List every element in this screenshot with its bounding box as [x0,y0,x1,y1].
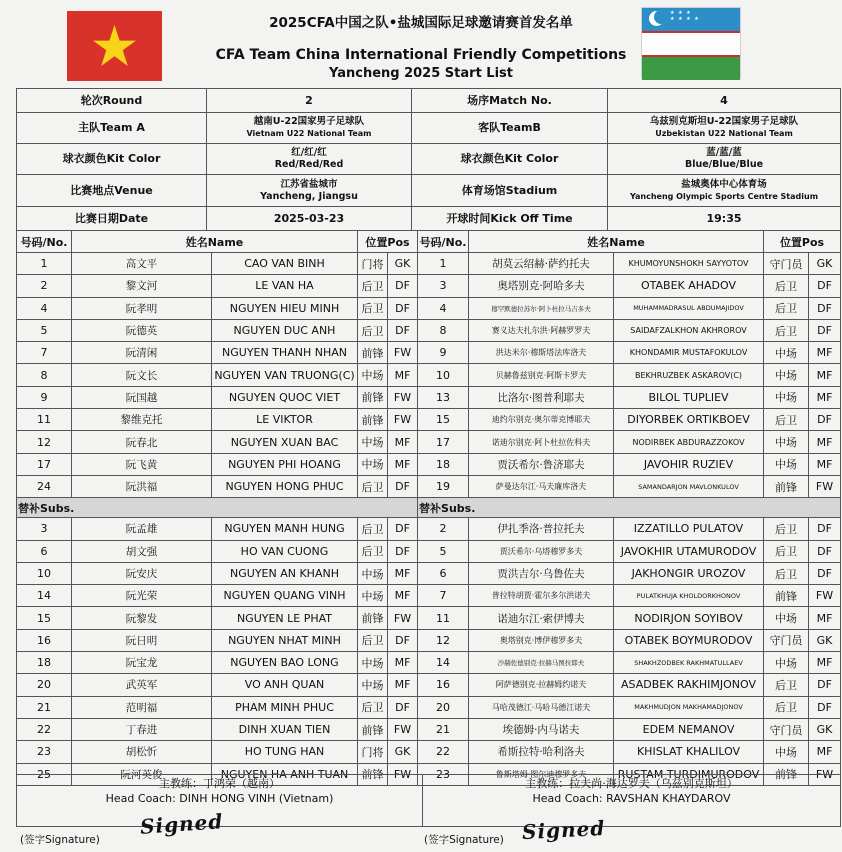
player-row [17,409,841,431]
team-b-player-name-cn: 诺迪尔江·索伊博夫 [469,607,614,629]
kit-a-value: 红/红/红 Red/Red/Red [207,144,412,175]
match-info-table [16,88,841,231]
player-row [17,674,841,696]
team-a-player-name-en: LE VIKTOR [212,409,358,431]
title-cn: 2025CFA中国之队•盐城国际足球邀请赛首发名单 [269,15,573,31]
team-a-player-number: 8 [17,364,72,386]
coach-b [423,775,841,827]
team-b-player-name-en: EDEM NEMANOV [614,718,764,740]
team-a-player-pos-cn: 前锋 [358,607,388,629]
team-a-player-pos: DF [388,275,418,297]
team-b-subs-label: 替补Subs. [418,498,841,518]
team-a-player-pos-cn: 前锋 [358,342,388,364]
kit-b-label: 球衣颜色Kit Color [412,144,608,175]
player-row [17,475,841,497]
team-a-player-pos: MF [388,585,418,607]
team-b-player-number: 20 [418,696,469,718]
team-b-player-name-en: SAMANDARJON MAVLONKULOV [614,475,764,497]
team-a-player-number: 6 [17,540,72,562]
team-a-player-name-cn: 黎维克托 [72,409,212,431]
team-b-player-pos-cn: 后卫 [764,518,809,540]
team-b-player-name-en: KHUMOYUNSHOKH SAYYOTOV [614,253,764,275]
team-b-player-name-cn: 埃德姆·内马诺夫 [469,718,614,740]
team-a-player-pos-cn: 后卫 [358,629,388,651]
team-b-player-number: 2 [418,518,469,540]
team-a-player-pos: GK [388,741,418,763]
team-a-player-name-en: DINH XUAN TIEN [212,718,358,740]
team-a-player-name-cn: 阮洪福 [72,475,212,497]
coach-b-en: Head Coach: RAVSHAN KHAYDAROV [532,792,731,805]
team-a-player-number: 22 [17,718,72,740]
player-row [17,518,841,540]
team-b-player-name-cn: 马哈茂德江·马哈马德江诺夫 [469,696,614,718]
team-b-player-pos-cn: 守门员 [764,629,809,651]
kit-b-value: 蓝/蓝/蓝 Blue/Blue/Blue [608,144,841,175]
player-row [17,319,841,341]
team-a-player-pos: DF [388,629,418,651]
coach-a-en: Head Coach: DINH HONG VINH (Vietnam) [105,792,334,805]
team-a-player-pos-cn: 后卫 [358,275,388,297]
team-b-player-pos-cn: 守门员 [764,718,809,740]
team-b-player-name-cn: 奥塔别克·阿哈多夫 [469,275,614,297]
team-b-player-name-en: SAIDAFZALKHON AKHROROV [614,319,764,341]
team-b-player-number: 11 [418,607,469,629]
team-a-player-pos-cn: 中场 [358,453,388,475]
player-row [17,562,841,584]
stadium-value: 盐城奥体中心体育场 Yancheng Olympic Sports Centre Stadium [608,175,841,207]
team-b-player-pos: DF [809,696,841,718]
team-b-player-number: 18 [418,453,469,475]
team-a-player-number: 2 [17,275,72,297]
team-a-player-number: 25 [17,763,72,785]
team-b-player-pos-cn: 后卫 [764,319,809,341]
match-no-label: 场序Match No. [412,89,608,113]
team-b-player-name-en: MAKHMUDJON MAKHAMADJONOV [614,696,764,718]
team-b-player-number: 17 [418,431,469,453]
team-a-player-pos-cn: 后卫 [358,475,388,497]
team-b-player-name-en: JAVOHIR RUZIEV [614,453,764,475]
team-b-player-pos-cn: 后卫 [764,409,809,431]
subtitle-en: Yancheng 2025 Start List [328,66,513,81]
team-b-player-pos-cn: 中场 [764,741,809,763]
team-a-player-name-cn: 阮孝明 [72,297,212,319]
team-a-player-name-en: LE VAN HA [212,275,358,297]
team-a-player-number: 21 [17,696,72,718]
team-b-player-pos: DF [809,674,841,696]
kickoff-value: 19:35 [608,207,841,231]
team-b-player-pos-cn: 中场 [764,386,809,408]
coach-b-cn: 主教练：拉夫尚·海达罗夫（乌兹别克斯坦） [525,777,738,790]
date-label: 比赛日期Date [17,207,207,231]
team-a-player-name-en: NGUYEN PHI HOANG [212,453,358,475]
team-b-player-name-en: JAVOKHIR UTAMURODOV [614,540,764,562]
team-b-player-pos: MF [809,453,841,475]
team-b-player-pos-cn: 中场 [764,607,809,629]
team-a-player-name-en: NGUYEN MANH HUNG [212,518,358,540]
team-b-player-pos: DF [809,518,841,540]
team-b-player-name-en: JAKHONGIR UROZOV [614,562,764,584]
team-a-player-number: 15 [17,607,72,629]
team-b-player-name-en: ASADBEK RAKHIMJONOV [614,674,764,696]
team-a-player-name-en: NGUYEN HONG PHUC [212,475,358,497]
team-b-player-name-cn: 萨曼达尔江·马夫廉库洛夫 [469,475,614,497]
team-b-player-pos: FW [809,585,841,607]
team-b-player-number: 16 [418,674,469,696]
team-b-player-name-cn: 赛义达夫扎尔洪·阿赫罗罗夫 [469,319,614,341]
team-a-player-name-cn: 阮光荣 [72,585,212,607]
team-b-player-pos-cn: 守门员 [764,253,809,275]
team-b-player-pos-cn: 后卫 [764,696,809,718]
team-b-player-name-en: RUSTAM TURDIMURODOV [614,763,764,785]
team-b-player-name-en: KHONDAMIR MUSTAFOKULOV [614,342,764,364]
team-a-player-pos-cn: 后卫 [358,319,388,341]
stadium-label: 体育场馆Stadium [412,175,608,207]
header [0,0,842,88]
team-a-player-number: 5 [17,319,72,341]
team-a-player-number: 11 [17,409,72,431]
team-b-player-number: 19 [418,475,469,497]
team-a-player-pos-cn: 前锋 [358,763,388,785]
team-a-player-name-en: HO TUNG HAN [212,741,358,763]
player-row [17,386,841,408]
team-a-player-number: 17 [17,453,72,475]
team-a-player-pos-cn: 中场 [358,652,388,674]
team-b-player-name-en: MUHAMMADRASUL ABDUMAJIDOV [614,297,764,319]
team-a-player-pos: MF [388,453,418,475]
team-a-player-name-cn: 阮河英俊 [72,763,212,785]
team-a-player-pos-cn: 前锋 [358,409,388,431]
team-a-player-number: 24 [17,475,72,497]
team-a-player-pos-cn: 门将 [358,741,388,763]
team-b-player-number: 9 [418,342,469,364]
team-a-player-name-cn: 阮国越 [72,386,212,408]
team-b-player-pos: GK [809,718,841,740]
team-a-player-name-cn: 高文平 [72,253,212,275]
team-b-player-name-cn: 贝赫鲁兹别克·阿斯卡罗夫 [469,364,614,386]
coach-a-cn: 主教练：丁鸿荣（越南） [159,777,280,790]
team-b-player-pos: DF [809,409,841,431]
team-a-player-name-cn: 阮安庆 [72,562,212,584]
team-b-player-number: 1 [418,253,469,275]
team-a-player-pos-cn: 中场 [358,431,388,453]
team-b-player-pos: MF [809,652,841,674]
roster-table [16,230,841,786]
team-b-player-name-cn: 鲁斯塔姆·图尔迪穆罗多夫 [469,763,614,785]
team-b-player-name-cn: 伊扎季洛·普拉托夫 [469,518,614,540]
team-b-player-number: 3 [418,275,469,297]
team-a-player-pos: MF [388,674,418,696]
team-a-player-pos-cn: 后卫 [358,696,388,718]
team-b-player-name-en: SHAKHZODBEK RAKHMATULLAEV [614,652,764,674]
team-b-player-pos: DF [809,540,841,562]
team-b-player-pos: DF [809,297,841,319]
team-b-player-number: 21 [418,718,469,740]
team-b-player-pos: FW [809,763,841,785]
team-b-player-name-en: BEKHRUZBEK ASKAROV(C) [614,364,764,386]
team-a-player-pos: FW [388,342,418,364]
team-a-player-pos-cn: 中场 [358,674,388,696]
team-a-player-name-cn: 阮黎发 [72,607,212,629]
team-a-subs-label: 替补Subs. [17,498,418,518]
team-a-player-name-en: NGUYEN DUC ANH [212,319,358,341]
team-a-player-pos: FW [388,409,418,431]
pos-header: 位置Pos [764,231,841,253]
player-row [17,585,841,607]
team-a-player-name-en: NGUYEN BAO LONG [212,652,358,674]
team-a-player-pos: DF [388,696,418,718]
team-a-player-name-cn: 阮孟雄 [72,518,212,540]
team-b-player-name-cn: 穆罕默德拉苏尔·阿卜杜拉马吉多夫 [469,297,614,319]
team-a-player-pos: FW [388,386,418,408]
player-row [17,696,841,718]
team-a-player-name-cn: 阮春北 [72,431,212,453]
team-b-player-pos-cn: 后卫 [764,562,809,584]
team-b-player-pos: MF [809,386,841,408]
venue-value: 江苏省盐城市 Yancheng, Jiangsu [207,175,412,207]
team-b-player-pos-cn: 中场 [764,364,809,386]
no-header: 号码/No. [418,231,469,253]
team-a-player-name-cn: 丁春进 [72,718,212,740]
player-row [17,607,841,629]
team-a-player-pos: MF [388,364,418,386]
team-b-player-name-cn: 贾洪吉尔·乌鲁佐夫 [469,562,614,584]
no-header: 号码/No. [17,231,72,253]
team-b-player-name-en: BILOL TUPLIEV [614,386,764,408]
team-a-player-number: 7 [17,342,72,364]
player-row [17,652,841,674]
team-b-player-pos: MF [809,364,841,386]
team-a-player-pos: MF [388,562,418,584]
match-no-value: 4 [608,89,841,113]
team-b-player-pos: MF [809,431,841,453]
team-b-player-pos-cn: 中场 [764,342,809,364]
team-b-name: 乌兹别克斯坦U-22国家男子足球队 Uzbekistan U22 National Team [608,113,841,144]
team-a-player-pos: DF [388,297,418,319]
team-b-player-pos-cn: 前锋 [764,763,809,785]
team-b-player-name-cn: 贾沃希尔·乌塔穆罗多夫 [469,540,614,562]
team-a-player-pos: DF [388,319,418,341]
team-a-player-pos: DF [388,540,418,562]
team-b-player-name-en: OTABEK AHADOV [614,275,764,297]
kickoff-label: 开球时间Kick Off Time [412,207,608,231]
team-a-player-number: 3 [17,518,72,540]
team-b-player-name-cn: 迪约尔别克·奥尔蒂克博耶夫 [469,409,614,431]
team-b-player-pos: DF [809,319,841,341]
player-row [17,540,841,562]
team-a-player-name-en: NGUYEN QUANG VINH [212,585,358,607]
team-a-player-name-cn: 阮日明 [72,629,212,651]
team-a-player-pos: FW [388,718,418,740]
team-b-player-name-en: OTABEK BOYMURODOV [614,629,764,651]
team-b-player-name-en: PULATKHUJA KHOLDORKHONOV [614,585,764,607]
team-a-player-name-en: NGUYEN QUOC VIET [212,386,358,408]
player-row [17,741,841,763]
team-b-player-name-cn: 比洛尔·图普利耶夫 [469,386,614,408]
team-a-player-pos-cn: 后卫 [358,297,388,319]
player-row [17,253,841,275]
team-a-player-name-cn: 阮宝龙 [72,652,212,674]
player-row [17,297,841,319]
team-b-player-name-cn: 沙赫佐德别克·拉赫马图拉耶夫 [469,652,614,674]
team-b-player-pos: GK [809,629,841,651]
team-b-player-pos: MF [809,342,841,364]
name-header: 姓名Name [72,231,358,253]
player-row [17,275,841,297]
team-a-player-name-cn: 阮文长 [72,364,212,386]
team-b-player-number: 6 [418,562,469,584]
date-value: 2025-03-23 [207,207,412,231]
team-a-player-pos: MF [388,431,418,453]
player-row [17,342,841,364]
team-b-player-pos-cn: 后卫 [764,540,809,562]
team-b-player-pos-cn: 后卫 [764,674,809,696]
player-row [17,718,841,740]
signature-label-b: (签字Signature) [424,834,504,846]
team-b-player-pos-cn: 前锋 [764,475,809,497]
team-b-player-number: 5 [418,540,469,562]
team-b-player-pos: GK [809,253,841,275]
team-a-player-number: 18 [17,652,72,674]
team-b-player-name-cn: 普拉特胡贾·霍尔多尔洪诺夫 [469,585,614,607]
team-b-player-number: 8 [418,319,469,341]
team-b-player-name-en: DIYORBEK ORTIKBOEV [614,409,764,431]
team-a-player-number: 1 [17,253,72,275]
team-b-player-pos-cn: 中场 [764,652,809,674]
team-b-player-number: 7 [418,585,469,607]
team-a-player-name-cn: 阮清闲 [72,342,212,364]
team-a-player-name-cn: 胡文强 [72,540,212,562]
team-b-player-name-en: NODIRJON SOYIBOV [614,607,764,629]
team-a-player-name-cn: 阮飞黄 [72,453,212,475]
team-b-player-number: 23 [418,763,469,785]
team-a-player-pos-cn: 前锋 [358,718,388,740]
team-b-player-pos: MF [809,741,841,763]
team-b-label: 客队TeamB [412,113,608,144]
team-b-player-number: 12 [418,629,469,651]
player-row [17,629,841,651]
team-a-player-pos: FW [388,607,418,629]
team-b-player-number: 22 [418,741,469,763]
title-en: CFA Team China International Friendly Competitions [215,47,627,63]
team-a-player-pos-cn: 前锋 [358,386,388,408]
team-a-player-name-en: PHAM MINH PHUC [212,696,358,718]
team-a-player-pos: FW [388,763,418,785]
team-b-player-number: 10 [418,364,469,386]
signature-label-a: (签字Signature) [20,834,100,846]
team-a-player-pos: DF [388,518,418,540]
team-a-player-name-en: NGUYEN LE PHAT [212,607,358,629]
team-b-player-number: 13 [418,386,469,408]
team-a-player-name-en: NGUYEN NHAT MINH [212,629,358,651]
team-a-player-name-en: NGUYEN XUAN BAC [212,431,358,453]
team-b-player-pos-cn: 中场 [764,431,809,453]
team-b-player-pos-cn: 后卫 [764,275,809,297]
team-a-player-number: 12 [17,431,72,453]
subs-header-row [17,498,841,518]
team-b-player-name-cn: 阿萨德别克·拉赫姆约诺夫 [469,674,614,696]
team-a-player-pos-cn: 中场 [358,562,388,584]
venue-label: 比赛地点Venue [17,175,207,207]
team-a-player-name-en: NGUYEN AN KHANH [212,562,358,584]
team-a-player-number: 16 [17,629,72,651]
team-b-player-pos: MF [809,607,841,629]
team-b-player-pos: DF [809,275,841,297]
team-b-player-number: 14 [418,652,469,674]
team-a-label: 主队Team A [17,113,207,144]
team-b-player-name-cn: 希斯拉特·哈利洛夫 [469,741,614,763]
signature-a: Signed [139,809,225,839]
round-label: 轮次Round [17,89,207,113]
name-header: 姓名Name [469,231,764,253]
team-b-player-name-cn: 贾沃希尔·鲁济耶夫 [469,453,614,475]
team-a-player-name-cn: 阮德英 [72,319,212,341]
team-a-player-number: 4 [17,297,72,319]
team-b-player-name-cn: 诺迪尔别克·阿卜杜拉佐科夫 [469,431,614,453]
team-b-player-name-en: KHISLAT KHALILOV [614,741,764,763]
uzbekistan-flag-icon: ★ ★ ★ ★ ★ ★ ★ [641,7,741,79]
team-a-player-name-cn: 胡松忻 [72,741,212,763]
player-row [17,453,841,475]
kit-a-label: 球衣颜色Kit Color [17,144,207,175]
team-a-player-name-en: CAO VAN BINH [212,253,358,275]
team-b-player-pos-cn: 中场 [764,453,809,475]
team-b-player-pos: DF [809,562,841,584]
team-a-player-name-en: HO VAN CUONG [212,540,358,562]
team-a-player-name-cn: 范明福 [72,696,212,718]
team-a-player-number: 9 [17,386,72,408]
team-a-player-pos-cn: 后卫 [358,540,388,562]
pos-header: 位置Pos [358,231,418,253]
team-a-player-name-en: NGUYEN HA ANH TUAN [212,763,358,785]
team-a-player-pos: GK [388,253,418,275]
team-a-player-number: 20 [17,674,72,696]
team-a-player-name-en: NGUYEN THANH NHAN [212,342,358,364]
team-b-player-name-cn: 奥塔别克·博伊穆罗多夫 [469,629,614,651]
team-a-name: 越南U-22国家男子足球队 Vietnam U22 National Team [207,113,412,144]
roster-header-row [17,231,841,253]
team-b-player-name-en: NODIRBEK ABDURAZZOKOV [614,431,764,453]
team-a-player-name-cn: 武英军 [72,674,212,696]
team-b-player-name-cn: 洪达米尔·穆斯塔法库洛夫 [469,342,614,364]
signature-b: Signed [521,815,606,845]
team-a-player-name-cn: 黎文河 [72,275,212,297]
team-a-player-name-en: VO ANH QUAN [212,674,358,696]
team-a-player-number: 23 [17,741,72,763]
team-a-player-name-en: NGUYEN VAN TRUONG(C) [212,364,358,386]
team-b-player-pos-cn: 后卫 [764,297,809,319]
team-a-player-pos-cn: 中场 [358,364,388,386]
team-a-player-pos-cn: 后卫 [358,518,388,540]
team-a-player-pos: MF [388,652,418,674]
player-row [17,364,841,386]
team-a-player-number: 14 [17,585,72,607]
team-a-player-pos: DF [388,475,418,497]
team-a-player-pos-cn: 中场 [358,585,388,607]
team-b-player-number: 15 [418,409,469,431]
team-b-player-name-cn: 胡莫云绍赫·萨约托夫 [469,253,614,275]
round-value: 2 [207,89,412,113]
team-b-player-name-en: IZZATILLO PULATOV [614,518,764,540]
player-row [17,431,841,453]
team-b-player-number: 4 [418,297,469,319]
team-b-player-pos-cn: 前锋 [764,585,809,607]
team-a-player-pos-cn: 门将 [358,253,388,275]
team-b-player-pos: FW [809,475,841,497]
team-a-player-number: 10 [17,562,72,584]
team-a-player-name-en: NGUYEN HIEU MINH [212,297,358,319]
